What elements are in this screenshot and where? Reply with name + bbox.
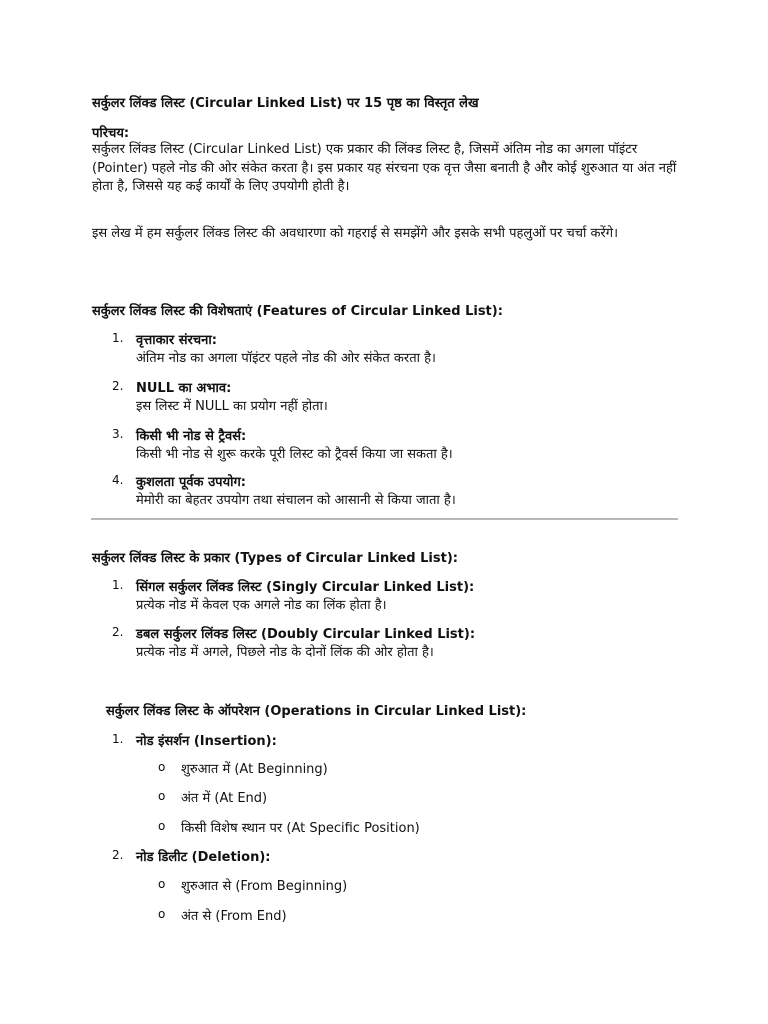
operations-item-number: 1. bbox=[112, 732, 124, 746]
intro-paragraph-2: इस लेख में हम सर्कुलर लिंक्ड लिस्ट की अवधारणा को गहराई से समझेंगे और इसके सभी पहलुओं पर चर्चा करेंगे। bbox=[92, 226, 619, 241]
types-heading: सर्कुलर लिंक्ड लिस्ट के प्रकार (Types of Circular Linked List): bbox=[92, 551, 458, 566]
features-item-number: 1. bbox=[112, 331, 124, 345]
features-heading: सर्कुलर लिंक्ड लिस्ट की विशेषताएं (Features of Circular Linked List): bbox=[92, 304, 503, 319]
operations-item-title: नोड डिलीट (Deletion): bbox=[136, 850, 271, 865]
features-item-description: मेमोरी का बेहतर उपयोग तथा संचालन को आसानी से किया जाता है। bbox=[136, 493, 456, 508]
features-item-number: 2. bbox=[112, 379, 124, 393]
bullet-marker: o bbox=[158, 877, 166, 891]
operations-heading: सर्कुलर लिंक्ड लिस्ट के ऑपरेशन (Operations in Circular Linked List): bbox=[106, 704, 527, 719]
document-title: सर्कुलर लिंक्ड लिस्ट (Circular Linked List) पर 15 पृष्ठ का विस्तृत लेख bbox=[92, 96, 479, 111]
operations-sub-item: शुरुआत से (From Beginning) bbox=[181, 879, 348, 894]
bullet-marker: o bbox=[158, 789, 166, 803]
bullet-marker: o bbox=[158, 819, 166, 833]
operations-item-number: 2. bbox=[112, 848, 124, 862]
intro-paragraph-1: सर्कुलर लिंक्ड लिस्ट (Circular Linked List) एक प्रकार की लिंक्ड लिस्ट है, जिसमें अंतिम नोड का अगला पॉइंटर (Pointer) पहले नोड की ओर संकेत करता है। इस प्रकार यह संरचना एक वृत्त जैसा बनाती है और कोई शुरुआत या अंत नहीं होता है, जिससे यह कई कार्यों के लिए उपयोगी होती है। bbox=[92, 142, 677, 194]
features-item-title: NULL का अभाव: bbox=[136, 381, 232, 396]
features-item-title: कुशलता पूर्वक उपयोग: bbox=[136, 475, 246, 490]
features-item-description: अंतिम नोड का अगला पॉइंटर पहले नोड की ओर संकेत करता है। bbox=[136, 351, 436, 366]
features-item-description: इस लिस्ट में NULL का प्रयोग नहीं होता। bbox=[136, 399, 328, 414]
features-item-title: वृत्ताकार संरचना: bbox=[136, 333, 217, 348]
types-item-number: 2. bbox=[112, 625, 124, 639]
operations-sub-item: अंत से (From End) bbox=[181, 909, 287, 924]
features-item-description: किसी भी नोड से शुरू करके पूरी लिस्ट को ट्रैवर्स किया जा सकता है। bbox=[136, 447, 453, 462]
bullet-marker: o bbox=[158, 907, 166, 921]
operations-sub-item: शुरुआत में (At Beginning) bbox=[181, 762, 328, 777]
intro-heading: परिचय: bbox=[92, 126, 130, 141]
operations-sub-item: अंत में (At End) bbox=[181, 791, 268, 806]
features-item-number: 4. bbox=[112, 473, 124, 487]
types-item-title: डबल सर्कुलर लिंक्ड लिस्ट (Doubly Circular Linked List): bbox=[136, 627, 476, 642]
operations-sub-item: किसी विशेष स्थान पर (At Specific Position) bbox=[181, 821, 420, 836]
horizontal-divider bbox=[91, 518, 678, 520]
types-item-description: प्रत्येक नोड में केवल एक अगले नोड का लिंक होता है। bbox=[136, 598, 387, 613]
bullet-marker: o bbox=[158, 760, 166, 774]
types-item-title: सिंगल सर्कुलर लिंक्ड लिस्ट (Singly Circular Linked List): bbox=[136, 580, 475, 595]
types-item-number: 1. bbox=[112, 578, 124, 592]
types-item-description: प्रत्येक नोड में अगले, पिछले नोड के दोनों लिंक की ओर होता है। bbox=[136, 645, 434, 660]
operations-item-title: नोड इंसर्शन (Insertion): bbox=[136, 734, 277, 749]
features-item-number: 3. bbox=[112, 427, 124, 441]
features-item-title: किसी भी नोड से ट्रैवर्स: bbox=[136, 429, 247, 444]
